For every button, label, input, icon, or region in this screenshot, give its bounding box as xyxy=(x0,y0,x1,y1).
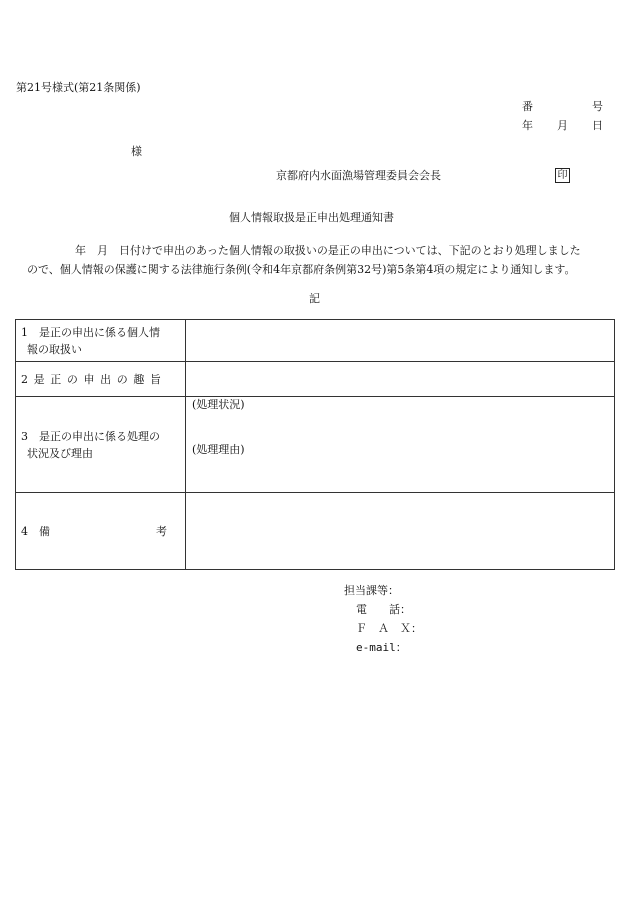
row3-label-line1: 3 是正の申出に係る処理の xyxy=(21,429,160,443)
sender-name: 京都府内水面漁場管理委員会会長 xyxy=(276,169,441,182)
row2-char: 旨 xyxy=(150,372,161,386)
addressee-suffix: 様 xyxy=(131,145,142,158)
body-line-1: 年 月 日付けで申出のあった個人情報の取扱いの是正の申出については、下記のとおり処理しました xyxy=(75,244,581,257)
row2-char: 趣 xyxy=(133,372,145,386)
processing-reason-label: (処理理由) xyxy=(192,443,245,456)
form-number: 第21号様式(第21条関係) xyxy=(16,81,141,94)
contact-fax: Ｆ Ａ Ｘ： xyxy=(356,622,422,635)
row4-label-end: 考 xyxy=(156,524,167,538)
row2-label xyxy=(16,362,186,397)
row1-label-line2: 報の取扱い xyxy=(27,342,82,356)
row2-char: 申 xyxy=(83,372,95,386)
document-title: 個人情報取扱是正申出処理通知書 xyxy=(229,211,394,224)
row2-char: の xyxy=(116,372,128,386)
contact-dept: 担当課等： xyxy=(344,584,399,597)
row2-char: 正 xyxy=(50,372,62,386)
stamp-mark: 印 xyxy=(555,168,570,183)
header-ban: 番 xyxy=(522,100,533,113)
row1-label xyxy=(16,320,186,362)
row3-label xyxy=(16,397,186,493)
seal-stamp xyxy=(555,168,570,183)
row2-value[interactable] xyxy=(186,362,615,397)
table-row xyxy=(16,493,615,570)
row2-char: の xyxy=(66,372,78,386)
row1-label-line1: 1 是正の申出に係る個人情 xyxy=(21,325,160,339)
contact-phone: 電 話： xyxy=(356,603,411,616)
contact-email: e-mail： xyxy=(356,641,407,654)
row2-char: 出 xyxy=(100,372,112,386)
table-row xyxy=(16,320,615,362)
row3-value[interactable] xyxy=(186,397,615,493)
form-table xyxy=(15,319,615,570)
row1-value[interactable] xyxy=(186,320,615,362)
header-hi: 日 xyxy=(592,119,603,132)
row2-char: 2 xyxy=(21,372,28,386)
processing-status-label: (処理状況) xyxy=(192,398,245,411)
row2-label-text xyxy=(21,371,161,388)
header-tsuki: 月 xyxy=(557,119,568,132)
row4-label xyxy=(16,493,186,570)
table-row xyxy=(16,397,615,493)
body-line-2: ので、個人情報の保護に関する法律施行条例(令和4年京都府条例第32号)第5条第4項の規定により通知します。 xyxy=(27,263,576,276)
row3-label-line2: 状況及び理由 xyxy=(27,446,93,460)
row4-label-start: 4 備 xyxy=(21,524,50,538)
header-nen: 年 xyxy=(522,119,533,132)
row4-label-text xyxy=(21,523,167,540)
table-row xyxy=(16,362,615,397)
row2-char: 是 xyxy=(33,372,45,386)
row4-value[interactable] xyxy=(186,493,615,570)
ki-heading: 記 xyxy=(309,292,320,305)
header-go: 号 xyxy=(592,100,603,113)
